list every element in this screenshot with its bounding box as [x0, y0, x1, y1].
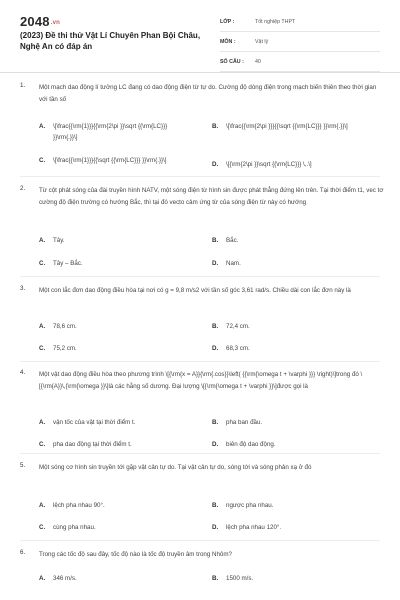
exam-meta [220, 12, 380, 72]
option-letter: D. [212, 260, 219, 267]
question-6 [20, 549, 390, 589]
option-text: ngược pha nhau. [226, 502, 274, 509]
question-5 [20, 462, 390, 532]
divider [20, 453, 380, 454]
logo-suffix: .vn [50, 19, 61, 26]
question-text: Từ cột phát sóng của đài truyền hình NATV, một sóng điện từ hình sin được phát thẳng đứng lên trên. Tại thời điểm t1, vec tơ cường độ điện trường có hướng Bắc, thì tại đó vecto cảm ứng từ của sóng điện từ này có hướng [39, 187, 384, 206]
site-logo[interactable] [20, 14, 60, 29]
option-letter: C. [39, 345, 46, 352]
header [0, 0, 400, 73]
option-text: Nam. [226, 260, 241, 267]
question-text: Một sóng cơ hình sin truyền tới gặp vật cản tự do. Tại vật cản tự do, sóng tới và sóng phản xạ ở đó [39, 464, 312, 471]
question-number: 6. [20, 549, 26, 556]
option-letter: D. [212, 161, 219, 168]
option-letter: B. [212, 502, 219, 509]
logo-main: 2048 [20, 14, 50, 29]
option-letter: B. [212, 237, 219, 244]
option-letter: B. [212, 323, 219, 330]
option-text: 75,2 cm. [53, 345, 77, 352]
question-number: 5. [20, 462, 26, 469]
meta-label: SỐ CÂU : [220, 58, 244, 65]
option-text: lệch pha nhau 90°. [53, 502, 105, 509]
option-text: 72,4 cm. [226, 323, 250, 330]
divider [20, 361, 380, 362]
exam-title: (2023) Đề thi thử Vật Lí Chuyên Phan Bội Châu, Nghệ An có đáp án [20, 31, 201, 51]
option-text: 346 m/s. [53, 575, 77, 582]
option-text: Bắc. [226, 237, 239, 244]
option-text: vận tốc của vật tại thời điểm t. [53, 419, 136, 426]
question-number: 2. [20, 185, 26, 192]
divider [20, 276, 380, 277]
meta-row-class [220, 12, 380, 32]
divider [20, 176, 380, 177]
option-text: pha dao động tại thời điểm t. [53, 441, 132, 448]
option-text: pha ban đầu. [226, 419, 263, 426]
meta-value: Tốt nghiệp THPT [255, 18, 296, 25]
option-letter: C. [39, 441, 46, 448]
option-letter: A. [39, 123, 46, 130]
meta-label: MÔN : [220, 38, 236, 45]
meta-row-count [220, 52, 380, 72]
question-text: Trong các tốc độ sau đây, tốc độ nào là tốc độ truyền âm trong Nhôm? [39, 551, 232, 558]
option-letter: A. [39, 419, 46, 426]
meta-row-subject [220, 32, 380, 52]
question-1 [20, 82, 390, 174]
option-letter: B. [212, 123, 219, 130]
option-text: cùng pha nhau. [53, 524, 96, 531]
option-letter: D. [212, 524, 219, 531]
option-text: 68,3 cm. [226, 345, 250, 352]
option-letter: C. [39, 260, 46, 267]
option-letter: C. [39, 157, 46, 164]
option-letter: C. [39, 524, 46, 531]
question-text: Một mạch dao động lí tưởng LC đang có dao động điện từ tự do. Cường độ dòng điện trong mạch biến thiên theo thời gian với tần số [39, 84, 377, 103]
meta-value: Vật lý [255, 38, 269, 45]
question-2 [20, 185, 390, 267]
question-number: 1. [20, 82, 26, 89]
option-text: Tây. [53, 237, 65, 244]
option-text: \[\frac{{\rm{2\pi }}}{{\sqrt {{\rm{LC}}} }}\rm{.}}\] [226, 123, 348, 130]
option-text: biên độ dao động. [226, 441, 276, 448]
option-text: \[\frac{{\rm{1}}}{{\sqrt {{\rm{LC}}} }}\rm{.}}\] [53, 157, 167, 164]
option-text: 1500 m/s. [226, 575, 254, 582]
question-text: Một vật dao động điều hòa theo phương trình \[{\rm{x = A}}{\rm{.cos}}\left( {{\rm{\omega t + \varphi }}} \right)\]trong đó \[{\rm{A}}\,{\rm{\omega }}\]là các hằng số dương. Đại lượng \[{\rm{\omega t + \varphi }}\]được gọi là [39, 371, 363, 390]
option-letter: B. [212, 419, 219, 426]
option-letter: D. [212, 441, 219, 448]
question-3 [20, 285, 390, 353]
option-letter: A. [39, 502, 46, 509]
option-text: \[\frac{{\rm{1}}}{{\rm{2\pi }}\sqrt {{\rm{LC}}} }}\rm{.}}\] [53, 123, 168, 141]
question-text: Một con lắc đơn dao động điều hòa tại nơi có g = 9,8 m/s2 với tần số góc 3,61 rad/s. Chiều dài con lắc đơn này là [39, 287, 351, 294]
option-letter: A. [39, 237, 46, 244]
question-number: 3. [20, 285, 26, 292]
option-letter: A. [39, 575, 46, 582]
option-letter: A. [39, 323, 46, 330]
meta-label: LỚP : [220, 18, 235, 25]
meta-value: 40 [255, 58, 261, 65]
option-text: Tây – Bắc. [53, 260, 83, 267]
option-letter: B. [212, 575, 219, 582]
option-text: \[{\rm{2\pi }}\sqrt {{\rm{LC}}} \,.\] [226, 161, 312, 168]
question-number: 4. [20, 369, 26, 376]
divider [20, 540, 380, 541]
question-4 [20, 369, 390, 451]
option-letter: D. [212, 345, 219, 352]
option-text: 78,6 cm. [53, 323, 77, 330]
option-text: lệch pha nhau 120°. [226, 524, 282, 531]
